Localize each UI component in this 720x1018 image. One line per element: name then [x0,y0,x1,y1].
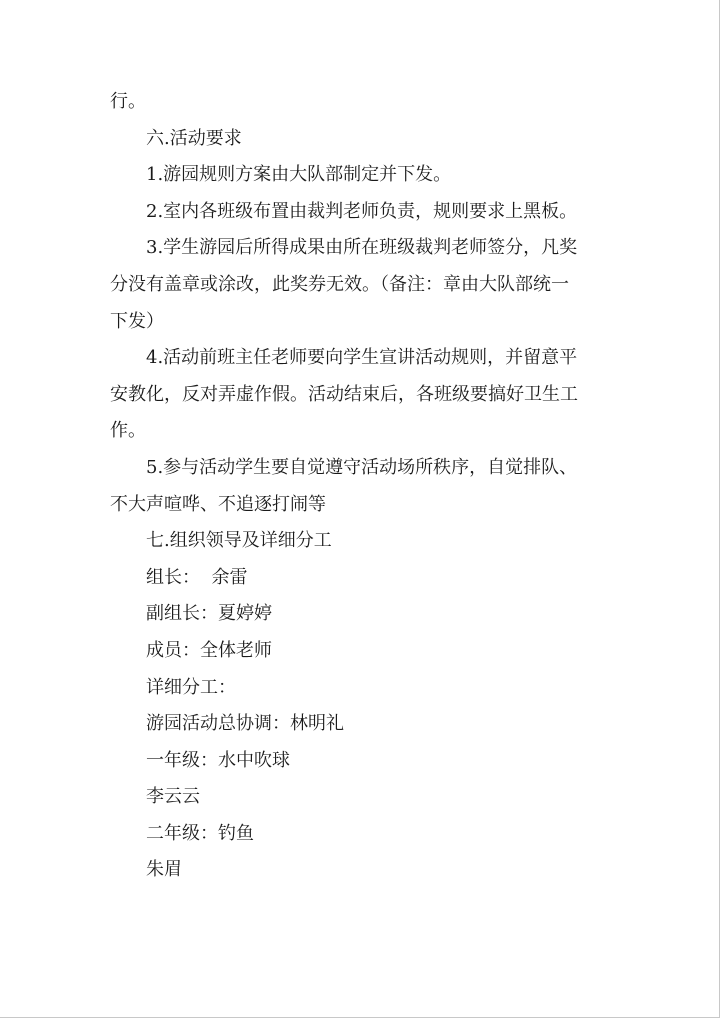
grade-1-activity: 一年级：水中吹球 [146,749,290,771]
requirement-item-4-line-2: 安教化，反对弄虚作假。活动结束后，各班级要搞好卫生工 [110,383,578,405]
grade-1-teacher: 李云云 [146,786,200,808]
overall-coordinator: 游园活动总协调：林明礼 [146,713,344,735]
requirement-item-4-line-1: 4.活动前班主任老师要向学生宣讲活动规则，并留意平 [146,347,578,369]
section-heading-activity-requirements: 六.活动要求 [146,127,242,149]
requirement-item-4-line-3: 作。 [110,420,146,442]
group-leader: 组长： 余雷 [146,566,248,588]
requirement-item-3-line-3: 下发） [110,310,164,332]
requirement-item-3-line-1: 3.学生游园后所得成果由所在班级裁判老师签分，凡奖 [146,237,578,259]
requirement-item-5-line-1: 5.参与活动学生要自觉遵守活动场所秩序，自觉排队、 [146,456,578,478]
grade-2-activity: 二年级：钓鱼 [146,822,254,844]
detailed-division-label: 详细分工： [146,676,236,698]
section-heading-organization: 七.组织领导及详细分工 [146,530,332,552]
requirement-item-3-line-2: 分没有盖章或涂改，此奖券无效。（备注：章由大队部统一 [110,273,569,295]
document-body [110,84,615,889]
paragraph-continuation: 行。 [110,91,146,112]
requirement-item-2: 2.室内各班级布置由裁判老师负责，规则要求上黑板。 [146,200,578,222]
requirement-item-5-line-2: 不大声喧哗、不追逐打闹等 [110,493,326,515]
grade-2-teacher: 朱眉 [146,859,182,881]
deputy-group-leader: 副组长：夏婷婷 [146,603,272,625]
requirement-item-1: 1.游园规则方案由大队部制定并下发。 [146,164,452,186]
members: 成员：全体老师 [146,639,272,661]
